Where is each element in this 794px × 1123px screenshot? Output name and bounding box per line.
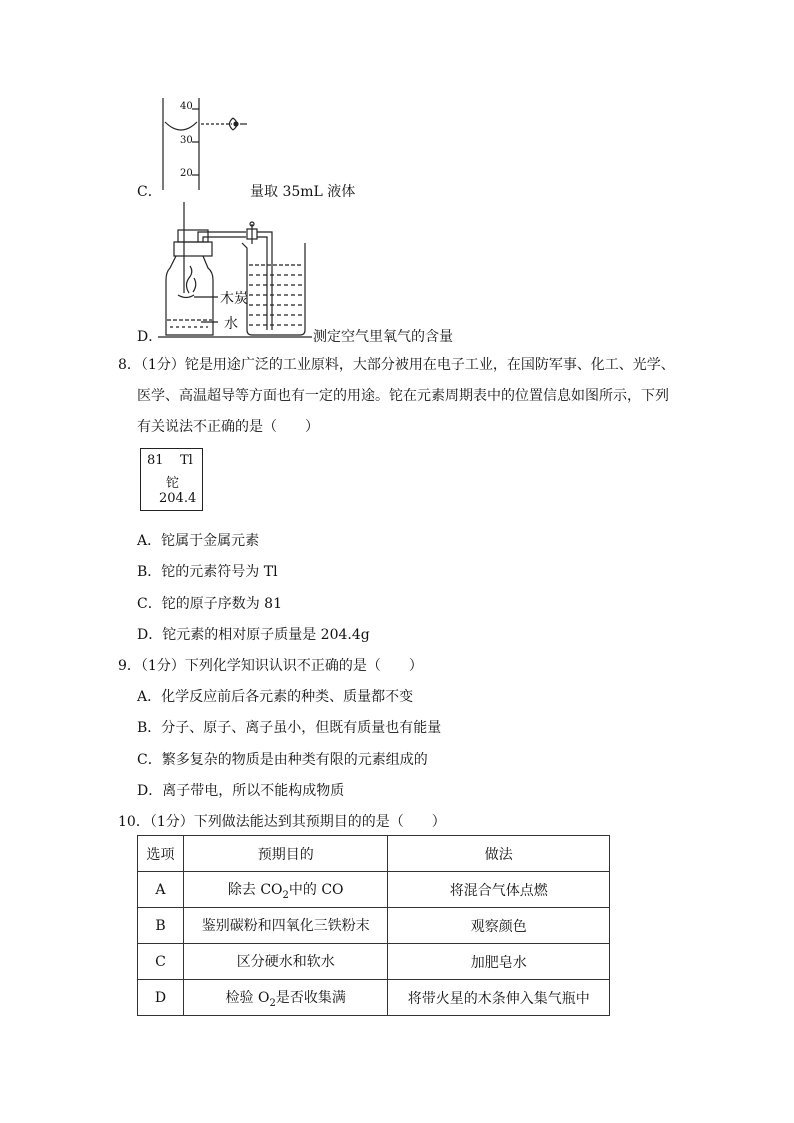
header-purpose: 预期目的 bbox=[183, 836, 388, 872]
table-row bbox=[138, 980, 610, 1016]
row-option: C bbox=[138, 944, 184, 980]
row-option: B bbox=[138, 908, 184, 944]
scale-label-40: 40 bbox=[180, 101, 193, 112]
q8-option-c: C．铊的原子序数为 81 bbox=[137, 596, 282, 612]
option-d-letter: D． bbox=[137, 329, 163, 345]
header-method: 做法 bbox=[388, 836, 610, 872]
row-method: 将带火星的木条伸入集气瓶中 bbox=[388, 980, 610, 1016]
q9-option-d: D．离子带电，所以不能构成物质 bbox=[137, 783, 345, 799]
q9-option-a: A．化学反应前后各元素的种类、质量都不变 bbox=[137, 689, 414, 705]
option-c-letter: C． bbox=[137, 184, 162, 200]
element-card-thallium bbox=[140, 448, 203, 511]
option-c-caption: 量取 35mL 液体 bbox=[250, 184, 356, 200]
q9-option-c: C．繁多复杂的物质是由种类有限的元素组成的 bbox=[137, 752, 428, 768]
row-option: A bbox=[138, 872, 184, 908]
q8-option-b: B．铊的元素符号为 Tl bbox=[137, 564, 278, 580]
q8-option-d: D．铊元素的相对原子质量是 204.4g bbox=[137, 627, 370, 643]
row-method: 观察颜色 bbox=[388, 908, 610, 944]
row-purpose: 鉴别碳粉和四氧化三铁粉末 bbox=[183, 908, 388, 944]
element-atomic-number: 81 bbox=[147, 453, 164, 468]
element-name: 铊 bbox=[166, 476, 180, 491]
table-row bbox=[138, 872, 610, 908]
row-option: D bbox=[138, 980, 184, 1016]
element-symbol: Tl bbox=[180, 453, 193, 468]
label-water: 水 bbox=[224, 316, 238, 332]
q9-stem: 9．（1分）下列化学知识认识不正确的是（ ） bbox=[118, 658, 423, 674]
table-row bbox=[138, 908, 610, 944]
q8-stem-line-1: 8．（1分）铊是用途广泛的工业原料，大部分被用在电子工业，在国防军事、化工、光学、 bbox=[118, 357, 675, 373]
q8-stem-line-3: 有关说法不正确的是（ ） bbox=[137, 419, 319, 435]
q8-option-a: A．铊属于金属元素 bbox=[137, 533, 260, 549]
table-row bbox=[138, 944, 610, 980]
scale-label-30: 30 bbox=[180, 135, 193, 146]
q9-option-b: B．分子、原子、离子虽小，但既有质量也有能量 bbox=[137, 720, 442, 736]
row-method: 加肥皂水 bbox=[388, 944, 610, 980]
q10-options-table bbox=[137, 835, 610, 1016]
row-method: 将混合气体点燃 bbox=[388, 872, 610, 908]
label-charcoal: 木炭 bbox=[220, 291, 248, 307]
row-purpose: 除去 $CO_2$中的 CO bbox=[183, 872, 388, 908]
q8-stem-line-2: 医学、高温超导等方面也有一定的用途。铊在元素周期表中的位置信息如图所示，下列 bbox=[137, 388, 669, 404]
option-d-caption: 测定空气里氧气的含量 bbox=[313, 329, 453, 345]
scale-label-20: 20 bbox=[180, 168, 193, 179]
table-header-row bbox=[138, 836, 610, 872]
header-option: 选项 bbox=[138, 836, 184, 872]
element-mass: 204.4 bbox=[159, 491, 197, 506]
q10-stem: 10．（1分）下列做法能达到其预期目的的是（ ） bbox=[118, 814, 446, 830]
row-purpose: 检验 $O_2$是否收集满 bbox=[183, 980, 388, 1016]
row-purpose: 区分硬水和软水 bbox=[183, 944, 388, 980]
